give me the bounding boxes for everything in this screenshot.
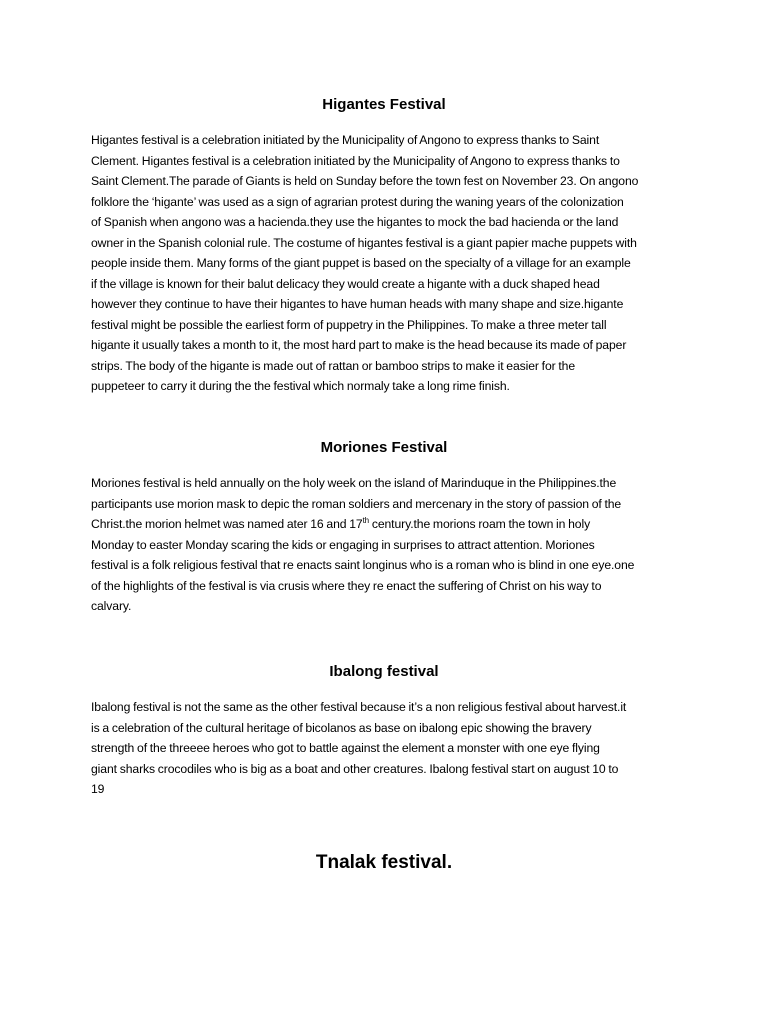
paragraph-line: is a celebration of the cultural heritage of bicolanos as base on ibalong epic showing the bravery xyxy=(91,720,592,735)
paragraph-line: Clement. Higantes festival is a celebration initiated by the Municipality of Angono to express thanks to xyxy=(91,153,620,168)
paragraph-ibalong xyxy=(91,697,681,800)
ordinal-suffix: th xyxy=(362,515,370,525)
paragraph-line: folklore the ‘higante’ was used as a sign of agrarian protest during the waning years of the colonization xyxy=(91,194,624,209)
paragraph-line: participants use morion mask to depic the roman soldiers and mercenary in the story of passion of the xyxy=(91,496,622,511)
paragraph-line: festival is a folk religious festival that re enacts saint longinus who is a roman who is blind in one eye.one xyxy=(91,558,635,572)
section-heading-tnalak: Tnalak festival. xyxy=(315,852,453,873)
paragraph-moriones xyxy=(91,473,681,617)
section-heading-moriones: Moriones Festival xyxy=(320,439,448,456)
paragraph-line: festival might be possible the earliest form of puppetry in the Philippines. To make a three meter tall xyxy=(91,317,607,332)
paragraph-line: Saint Clement.The parade of Giants is held on Sunday before the town fest on November 23. On angono xyxy=(91,174,639,188)
paragraph-line: Higantes festival is a celebration initiated by the Municipality of Angono to express thanks to Saint xyxy=(91,133,600,147)
paragraph-line: Ibalong festival is not the same as the other festival because it’s a non religious festival about harvest.it xyxy=(91,700,627,714)
section-heading-higantes: Higantes Festival xyxy=(322,96,446,113)
paragraph-line: if the village is known for their balut delicacy they would create a higante with a duck shaped head xyxy=(91,276,600,291)
line-text: century.the morions roam the town in holy xyxy=(369,517,591,531)
section-heading-ibalong: Ibalong festival xyxy=(329,663,439,680)
paragraph-higantes xyxy=(91,130,681,397)
line-text: Christ.the morion helmet was named ater 16 and 17 xyxy=(91,517,363,531)
paragraph-line: strips. The body of the higante is made out of rattan or bamboo strips to make it easier for the xyxy=(91,358,576,373)
paragraph-line: owner in the Spanish colonial rule. The costume of higantes festival is a giant papier mache puppets with xyxy=(91,235,637,250)
paragraph-line: Moriones festival is held annually on the holy week on the island of Marinduque in the Philippines.the xyxy=(91,476,617,490)
paragraph-line: strength of the threeee heroes who got to battle against the element a monster with one eye flying xyxy=(91,741,600,755)
paragraph-line: of Spanish when angono was a hacienda.they use the higantes to mock the bad hacienda or the land xyxy=(91,215,619,229)
paragraph-line: calvary. xyxy=(91,599,132,613)
paragraph-line: giant sharks crocodiles who is big as a boat and other creatures. Ibalong festival start on august 10 to xyxy=(91,761,619,776)
paragraph-line: 19 xyxy=(91,782,105,796)
paragraph-line: however they continue to have their higantes to have human heads with many shape and size.higante xyxy=(91,297,624,311)
paragraph-line: higante it usually takes a month to it, the most hard part to make is the head because its made of paper xyxy=(91,338,627,352)
paragraph-line: of the highlights of the festival is via crusis where they re enact the suffering of Christ on his way to xyxy=(91,578,602,593)
paragraph-line: Monday to easter Monday scaring the kids or engaging in surprises to attract attention. Moriones xyxy=(91,537,595,552)
paragraph-line xyxy=(91,514,681,535)
paragraph-line: puppeteer to carry it during the the festival which normaly take a long rime finish. xyxy=(91,379,510,393)
paragraph-line: people inside them. Many forms of the giant puppet is based on the specialty of a village for an example xyxy=(91,256,631,270)
